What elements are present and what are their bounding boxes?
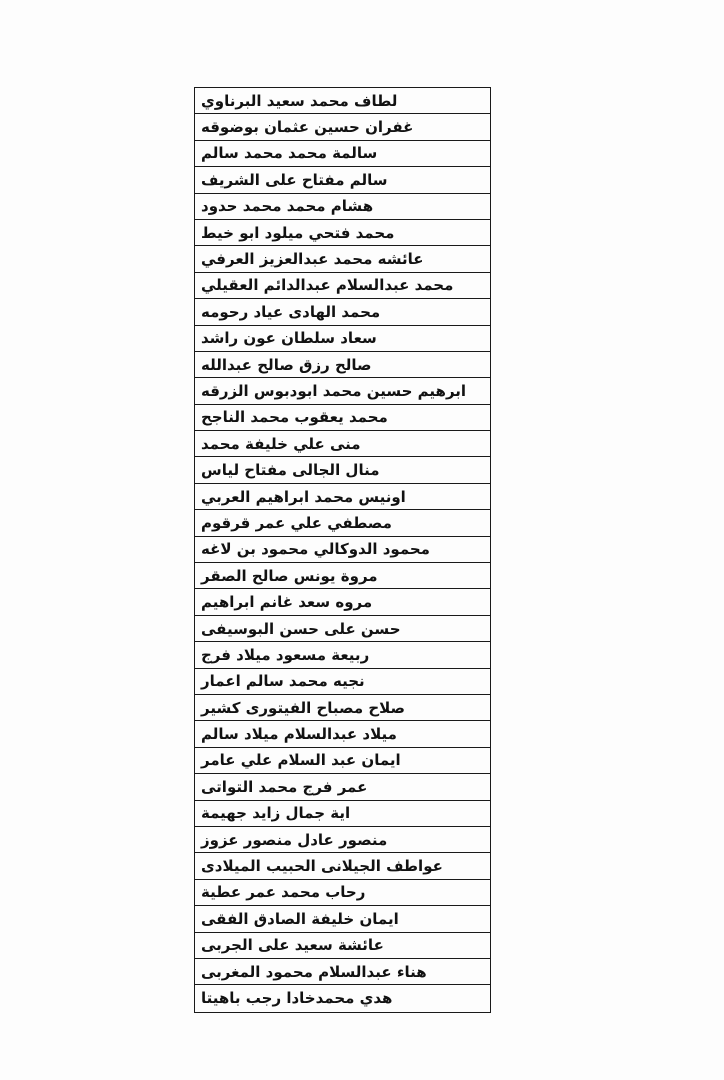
table-row [195, 431, 490, 457]
name-cell: مروه سعد غانم ابراهيم [201, 593, 373, 612]
table-row [195, 906, 490, 932]
name-cell: رحاب محمد عمر عطية [201, 883, 366, 902]
name-cell: ايمان عبد السلام علي عامر [201, 751, 401, 770]
table-row [195, 721, 490, 747]
table-row [195, 114, 490, 140]
name-cell: حسن على حسن البوسيفى [201, 619, 401, 638]
name-cell: سعاد سلطان عون راشد [201, 329, 377, 348]
name-cell: صلاح مصباح الفيتورى كشير [201, 698, 406, 717]
table-row [195, 246, 490, 272]
table-row [195, 299, 490, 325]
name-cell: سالم مفتاح على الشريف [201, 170, 388, 189]
table-row [195, 827, 490, 853]
name-cell: محمد عبدالسلام عبدالدائم العقيلي [201, 276, 454, 295]
name-cell: ايمان خليفة الصادق الفقى [201, 909, 399, 928]
name-cell: منال الجالى مفتاح لياس [201, 461, 380, 480]
name-cell: محمد فتحي ميلود ابو خيط [201, 223, 395, 242]
name-cell: هدي محمدخادا رجب باهيتا [201, 989, 393, 1008]
table-row [195, 220, 490, 246]
name-cell: محمود الدوكالي محمود بن لاغه [201, 540, 430, 559]
table-row [195, 642, 490, 668]
name-cell: محمد يعقوب محمد الناجح [201, 408, 388, 427]
name-cell: ربيعة مسعود ميلاد فرج [201, 645, 370, 664]
table-row [195, 748, 490, 774]
name-cell: منى علي خليفة محمد [201, 434, 361, 453]
name-cell: نجيه محمد سالم اعمار [201, 672, 365, 691]
table-row [195, 563, 490, 589]
table-row [195, 141, 490, 167]
table-row [195, 589, 490, 615]
name-cell: هشام محمد محمد حدود [201, 197, 374, 216]
name-cell: سالمة محمد محمد سالم [201, 144, 378, 163]
table-row [195, 194, 490, 220]
name-cell: محمد الهادى عياد رحومه [201, 302, 381, 321]
table-row [195, 537, 490, 563]
name-cell: ابرهيم حسين محمد ابودبوس الزرقه [201, 381, 467, 400]
table-row [195, 510, 490, 536]
table-row [195, 959, 490, 985]
name-cell: منصور عادل منصور عزوز [201, 830, 388, 849]
names-table [194, 87, 491, 1013]
table-row [195, 669, 490, 695]
table-row [195, 774, 490, 800]
name-cell: لطاف محمد سعيد البرناوي [201, 91, 398, 110]
name-cell: صالح رزق صالح عبدالله [201, 355, 372, 374]
table-row [195, 378, 490, 404]
name-cell: اونيس محمد ابراهيم العربي [201, 487, 406, 506]
name-cell: ميلاد عبدالسلام ميلاد سالم [201, 725, 397, 744]
name-cell: غفران حسين عثمان بوضوقه [201, 118, 414, 137]
table-row [195, 933, 490, 959]
table-row [195, 352, 490, 378]
name-cell: عائشه محمد عبدالعزيز العرفي [201, 250, 424, 269]
table-row [195, 695, 490, 721]
name-cell: مصطفي علي عمر قرقوم [201, 513, 392, 532]
name-cell: هناء عبدالسلام محمود المغربى [201, 962, 427, 981]
table-row [195, 484, 490, 510]
table-row [195, 616, 490, 642]
name-cell: اية جمال زايد جهيمة [201, 804, 351, 823]
table-row [195, 273, 490, 299]
table-row [195, 88, 490, 114]
name-cell: عائشة سعيد على الجربى [201, 936, 384, 955]
table-row [195, 405, 490, 431]
table-row [195, 985, 490, 1011]
table-row [195, 880, 490, 906]
name-cell: عواطف الجيلانى الحبيب الميلادى [201, 857, 443, 876]
table-row [195, 326, 490, 352]
name-cell: مروة يونس صالح الصقر [201, 566, 378, 585]
name-cell: عمر فرج محمد التواتى [201, 777, 368, 796]
table-row [195, 167, 490, 193]
table-row [195, 457, 490, 483]
table-row [195, 801, 490, 827]
table-row [195, 853, 490, 879]
